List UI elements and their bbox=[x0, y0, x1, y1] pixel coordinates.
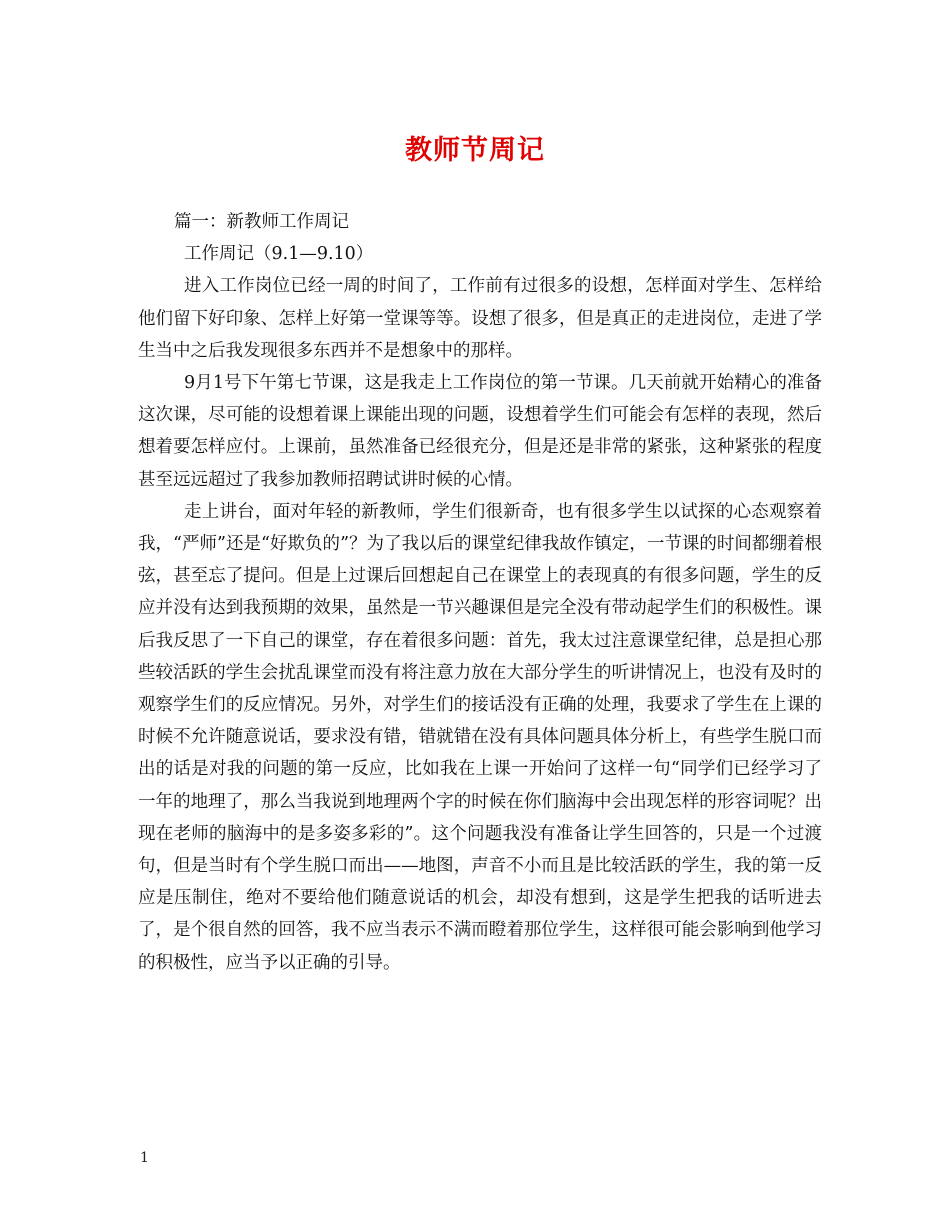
paragraph-2: 9月1号下午第七节课，这是我走上工作岗位的第一节课。几天前就开始精心的准备这次课，尽可能的设想着课上课能出现的问题，设想着学生们可能会有怎样的表现，然后想着要怎样应付。上课前，虽然准备已经很充分，但是还是非常的紧张，这种紧张的程度甚至远远超过了我参加教师招聘试讲时候的心情。 bbox=[138, 373, 822, 490]
page-number: 1 bbox=[140, 1150, 149, 1166]
paragraph-1: 进入工作岗位已经一周的时间了，工作前有过很多的设想，怎样面对学生、怎样给他们留下好印象、怎样上好第一堂课等等。设想了很多，但是真正的走进岗位，走进了学生当中之后我发现很多东西并不是想象中的那样。 bbox=[138, 276, 822, 361]
subheading: 工作周记（9.1—9.10） bbox=[184, 244, 374, 265]
paragraph-3: 走上讲台，面对年轻的新教师，学生们很新奇，也有很多学生以试探的心态观察着我，“严师”还是“好欺负的”？为了我以后的课堂纪律我故作镇定，一节课的时间都绷着根弦，甚至忘了提问。但是上过课后回想起自己在课堂上的表现真的有很多问题，学生的反应并没有达到我预期的效果，虽然是一节兴趣课但是完全没有带动起学生们的积极性。课后我反思了一下自己的课堂，存在着很多问题：首先，我太过注意课堂纪律，总是担心那些较活跃的学生会扰乱课堂而没有将注意力放在大部分学生的听讲情况上，也没有及时的观察学生们的反应情况。另外，对学生们的接话没有正确的处理，我要求了学生在上课的时候不允许随意说话，要求没有错，错就错在没有具体问题具体分析上，有些学生脱口而出的话是对我的问题的第一反应，比如我在上课一开始问了这样一句“同学们已经学习了一年的地理了，那么当我说到地理两个字的时候在你们脑海中会出现怎样的形容词呢？出现在老师的脑海中的是多姿多彩的”。这个问题我没有准备让学生回答的，只是一个过渡句，但是当时有个学生脱口而出——地图，声音不小而且是比较活跃的学生，我的第一反应是压制住，绝对不要给他们随意说话的机会，却没有想到，这是学生把我的话听进去了，是个很自然的回答，我不应当表示不满而瞪着那位学生，这样很可能会影响到他学习的积极性，应当予以正确的引导。 bbox=[138, 501, 822, 973]
document-title: 教师节周记 bbox=[405, 135, 545, 166]
section-heading: 篇一：新教师工作周记 bbox=[174, 212, 349, 232]
document-body bbox=[138, 206, 822, 979]
